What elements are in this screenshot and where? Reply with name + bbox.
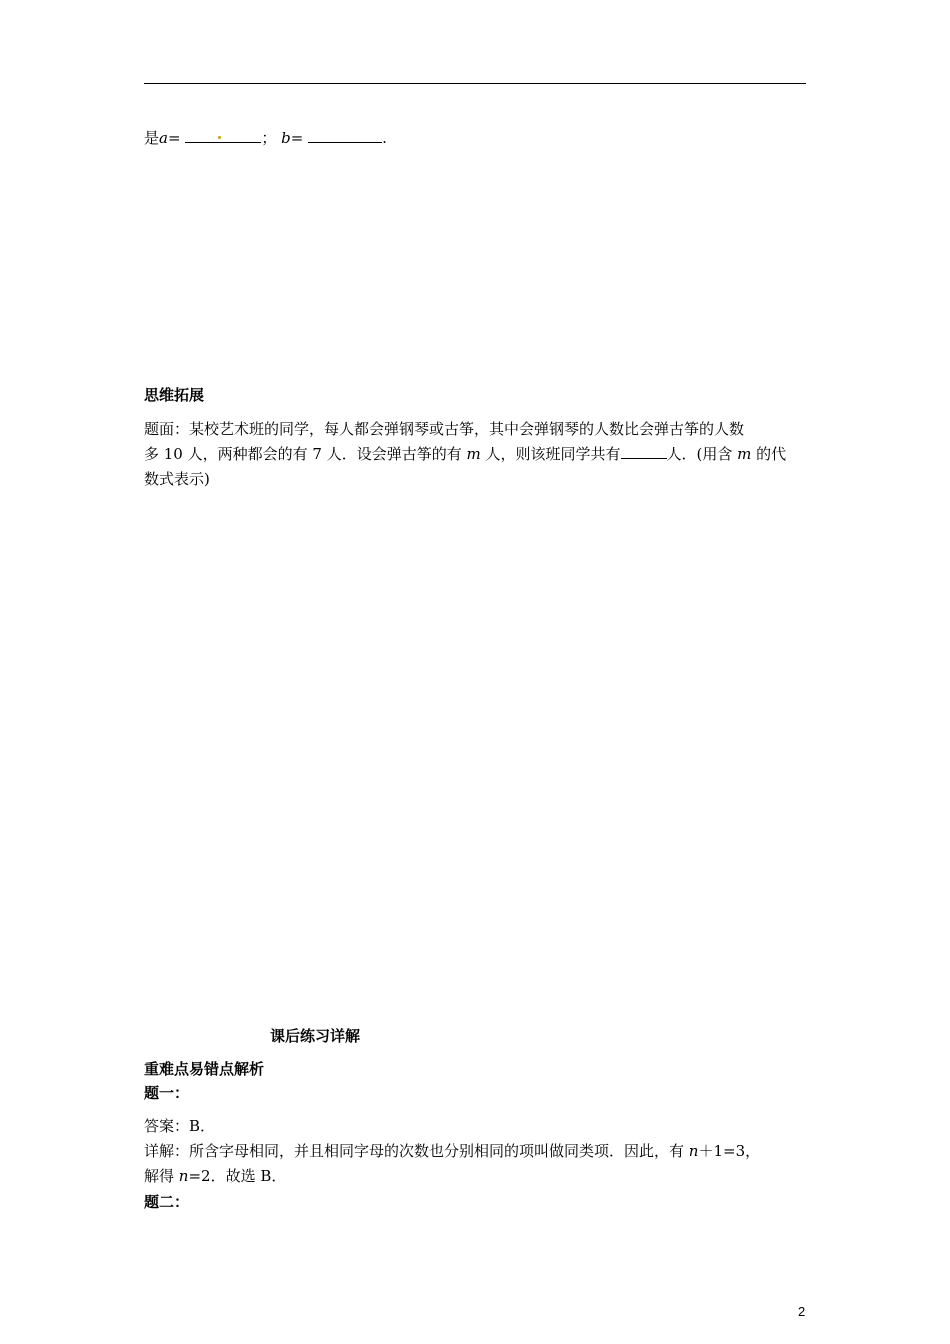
q1-detail-line-2: 解得 n=2．故选 B． — [144, 1167, 287, 1185]
q2-label: 题二： — [144, 1193, 190, 1211]
question-ab-line: 是a= ； b= . — [144, 129, 387, 147]
page-number: 2 — [798, 1304, 806, 1319]
q1-detail-line-1: 详解：所含字母相同，并且相同字母的次数也分别相同的项叫做同类项．因此，有 n＋1=3， — [144, 1142, 761, 1160]
subheading: 重难点易错点解析 — [144, 1060, 265, 1078]
header-rule — [144, 83, 806, 84]
extension-line-2: 多 10 人，两种都会的有 7 人．设会弹古筝的有 m 人，则该班同学共有 人．(用含 m 的代 — [144, 445, 787, 463]
q1-label: 题一： — [144, 1084, 190, 1102]
q1-answer: 答案：B． — [144, 1117, 216, 1135]
extension-line-3: 数式表示) — [144, 470, 210, 488]
extension-line-1: 题面：某校艺术班的同学，每人都会弹钢琴或古筝，其中会弹钢琴的人数比会弹古筝的人数 — [144, 420, 745, 438]
section-title: 课后练习详解 — [270, 1027, 361, 1045]
highlight-dot — [218, 136, 221, 139]
answer-blank-b[interactable] — [308, 127, 382, 143]
answer-blank-total[interactable] — [621, 443, 667, 459]
extension-heading: 思维拓展 — [144, 386, 205, 404]
answer-blank-a[interactable] — [185, 127, 261, 143]
